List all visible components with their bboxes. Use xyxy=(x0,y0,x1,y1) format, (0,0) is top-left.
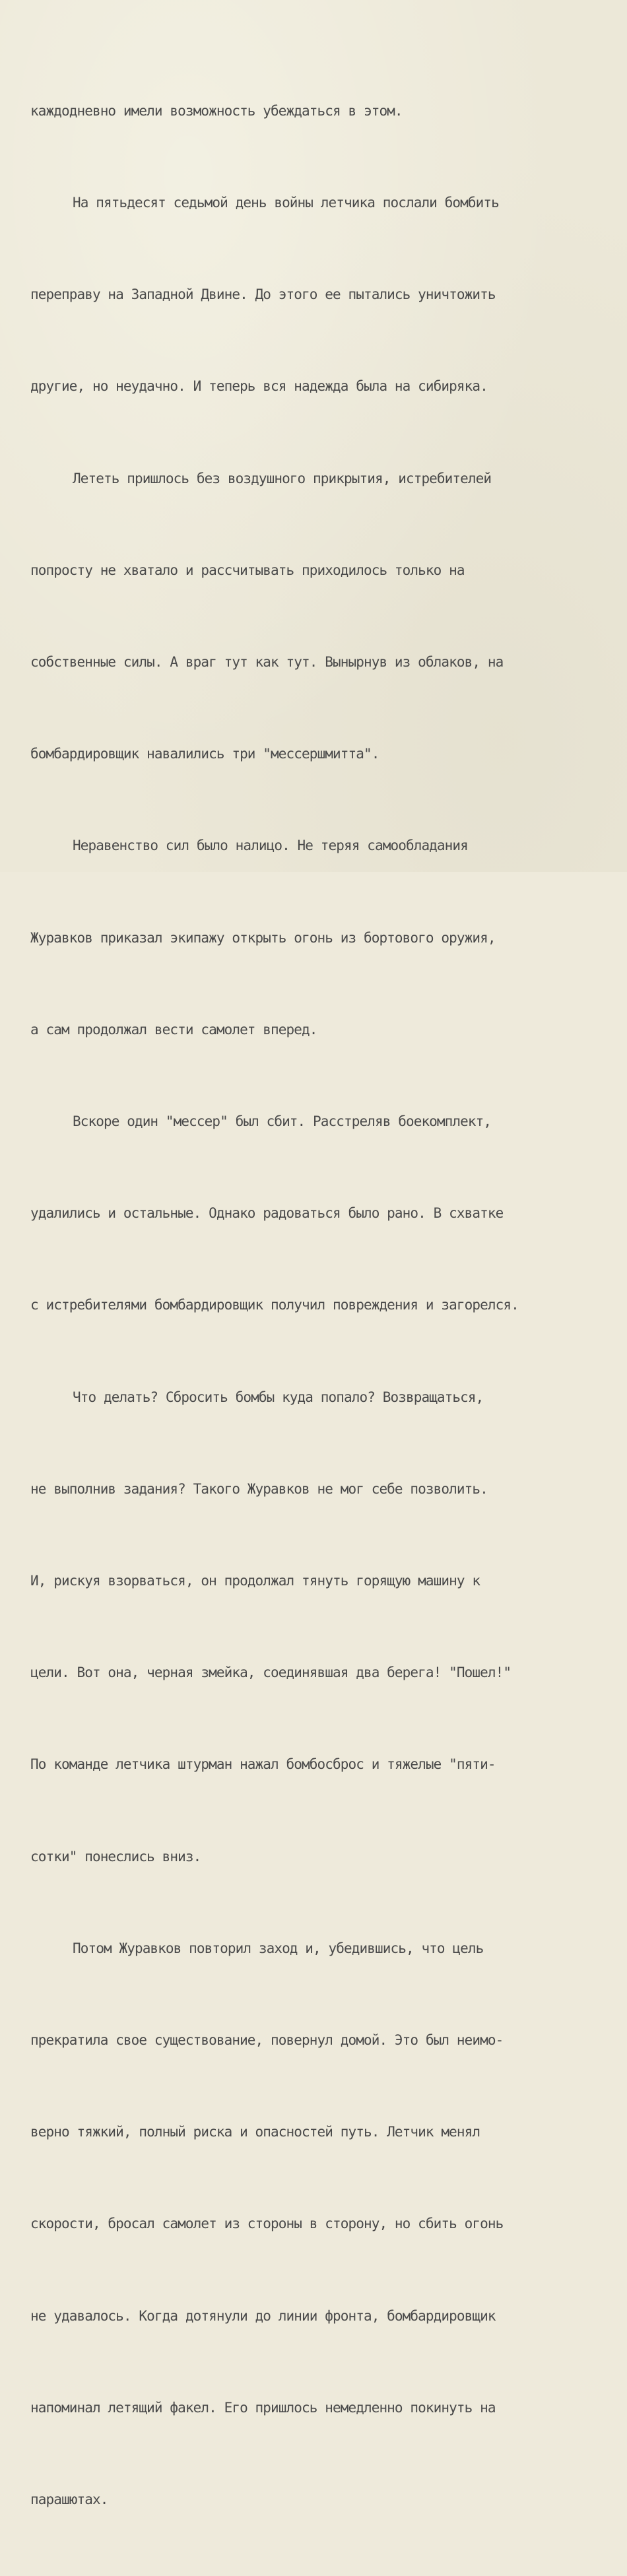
text-line: цели. Вот она, черная змейка, соединявшая два берега! "Пошел!" xyxy=(30,1665,512,1681)
text-line: попросту не хватало и рассчитывать приходилось только на xyxy=(30,562,465,578)
text-line: не удавалось. Когда дотянули до линии фронта, бомбардировщик xyxy=(30,2307,496,2324)
text-line: переправу на Западной Двине. До этого ее пытались уничтожить xyxy=(30,286,496,303)
typed-text-body xyxy=(30,34,611,2576)
text-line: собственные силы. А враг тут как тут. Вынырнув из облаков, на xyxy=(30,654,504,671)
text-line: сотки" понеслись вниз. xyxy=(30,1848,201,1865)
text-line-paragraph-start: Вскоре один "мессер" был сбит. Расстреляв боекомплект, xyxy=(73,1113,492,1130)
text-line: бомбардировщик навалились три "мессершмитта". xyxy=(30,746,380,762)
text-line-paragraph-start: Потом Журавков повторил заход и, убедившись, что цель xyxy=(73,1940,484,1956)
text-line-paragraph-start: На пятьдесят седьмой день войны летчика послали бомбить xyxy=(73,195,499,211)
text-line: парашютах. xyxy=(30,2492,108,2508)
text-line: а сам продолжал вести самолет вперед. xyxy=(30,1021,317,1038)
text-line: каждодневно имели возможность убеждаться в этом. xyxy=(30,102,403,119)
text-line: скорости, бросал самолет из стороны в сторону, но сбить огонь xyxy=(30,2216,504,2232)
text-line: не выполнив задания? Такого Журавков не мог себе позволить. xyxy=(30,1480,488,1497)
text-line: Журавков приказал экипажу открыть огонь из бортового оружия, xyxy=(30,929,496,946)
text-line-paragraph-start: Лететь пришлось без воздушного прикрытия, истребителей xyxy=(73,470,492,486)
text-line-paragraph-start: Что делать? Сбросить бомбы куда попало? Возвращаться, xyxy=(73,1389,484,1405)
text-line-paragraph-start: Неравенство сил было налицо. Не теряя самообладания xyxy=(73,838,468,854)
text-line: другие, но неудачно. И теперь вся надежда была на сибиряка. xyxy=(30,378,488,395)
text-line: напоминал летящий факел. Его пришлось немедленно покинуть на xyxy=(30,2399,496,2416)
text-line: верно тяжкий, полный риска и опасностей путь. Летчик менял xyxy=(30,2124,480,2140)
text-line: прекратила свое существование, повернул домой. Это был неимо- xyxy=(30,2032,504,2049)
text-line: удалились и остальные. Однако радоваться было рано. В схватке xyxy=(30,1205,504,1222)
text-line: По команде летчика штурман нажал бомбосброс и тяжелые "пяти- xyxy=(30,1756,496,1773)
text-line: с истребителями бомбардировщик получил повреждения и загорелся. xyxy=(30,1297,519,1313)
text-line: И, рискуя взорваться, он продолжал тянуть горящую машину к xyxy=(30,1573,480,1589)
